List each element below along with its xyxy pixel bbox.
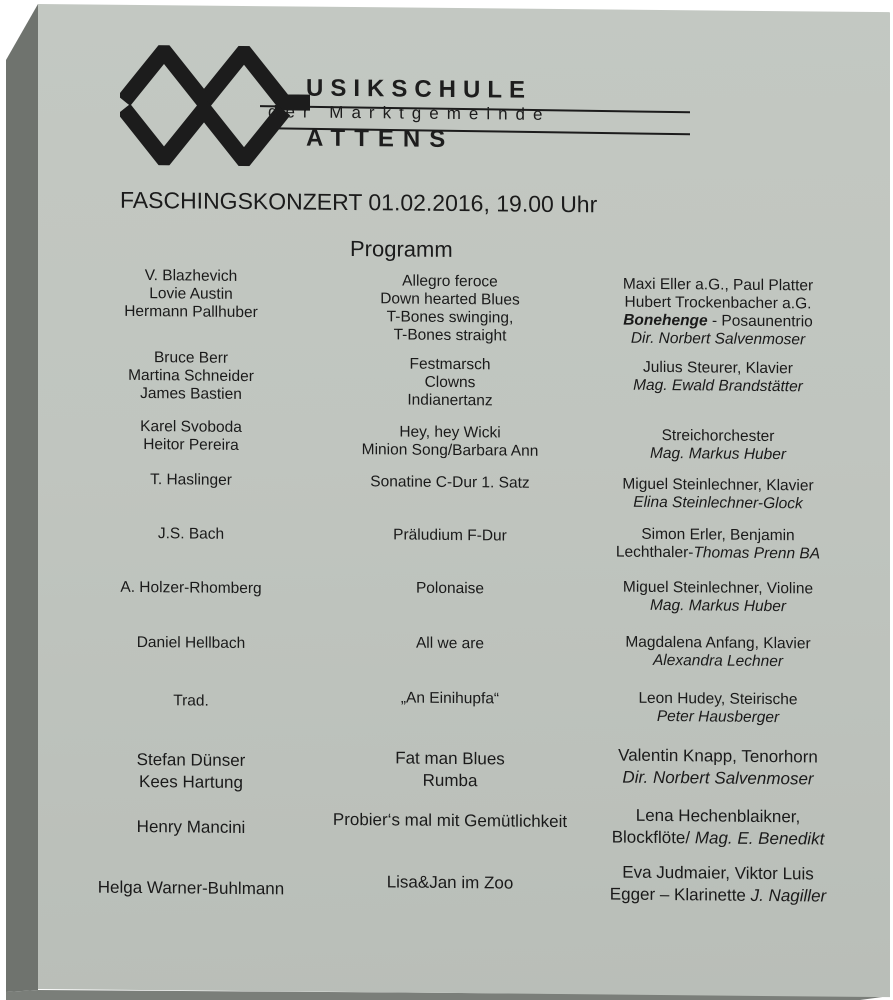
teacher: Thomas Prenn BA	[693, 544, 821, 563]
teacher: Elina Steinlechner-Glock	[633, 493, 803, 513]
row-5-performers	[573, 525, 863, 564]
composer: Kees Hartung	[139, 771, 243, 792]
row-3-composers	[76, 417, 306, 455]
piece: „An Einihupfa“	[400, 689, 500, 708]
performer: Lena Hechenblaikner,	[635, 805, 801, 827]
piece: Präludium F-Dur	[393, 526, 507, 545]
teacher: Mag. Markus Huber	[649, 444, 787, 464]
piece: Lisa&Jan im Zoo	[386, 872, 514, 893]
performer-line-2	[573, 883, 863, 908]
performer: Hubert Trockenbacher a.G.	[624, 293, 812, 313]
row-8-performers	[573, 689, 863, 728]
logo-line-musikschule: USIKSCHULE	[306, 74, 533, 104]
piece: Festmarsch	[409, 355, 491, 374]
performer: Lechthaler-	[615, 543, 694, 562]
row-4-composers	[76, 470, 306, 490]
performer: Miguel Steinlechner, Klavier	[622, 475, 814, 495]
piece: Minion Song/Barbara Ann	[361, 441, 539, 460]
performer: Simon Erler, Benjamin	[641, 525, 795, 545]
composer: Henry Mancini	[136, 816, 246, 837]
piece: Allegro feroce	[402, 272, 498, 291]
piece: Polonaise	[415, 579, 485, 598]
piece: All we are	[415, 634, 485, 653]
row-4-performers	[573, 475, 863, 514]
teacher: J. Nagiller	[750, 885, 827, 906]
performer: Magdalena Anfang, Klavier	[625, 633, 811, 653]
row-7-performers	[573, 633, 863, 672]
row-5-pieces	[310, 526, 590, 547]
composer: Bruce Berr	[153, 349, 229, 367]
ensemble-type: - Posaunentrio	[707, 312, 813, 331]
composer: T. Haslinger	[150, 471, 232, 489]
conductor: Dir. Norbert Salvenmoser	[630, 329, 806, 349]
performer: Valentin Knapp, Tenorhorn	[618, 745, 818, 767]
row-9-performers	[573, 744, 863, 791]
logo-line-wattens: ATTENS	[306, 124, 455, 153]
performer: Julius Steurer, Klavier	[643, 358, 793, 378]
composer: Stefan Dünser	[136, 749, 246, 770]
row-6-performers	[573, 578, 863, 617]
row-9-pieces	[310, 747, 590, 794]
performer: Maxi Eller a.G., Paul Platter	[622, 275, 814, 295]
row-9-composers	[76, 748, 306, 794]
performer: Miguel Steinlechner, Violine	[622, 578, 814, 598]
performer: Egger – Klarinette	[609, 884, 751, 905]
row-10-pieces	[310, 809, 590, 834]
composer: Daniel Hellbach	[136, 633, 246, 652]
row-2-composers	[76, 348, 306, 404]
piece: Fat man Blues	[395, 748, 505, 769]
program-page	[38, 4, 890, 997]
row-1-performers	[573, 275, 863, 350]
composer: Helga Warner-Buhlmann	[97, 877, 285, 899]
composer: J.S. Bach	[157, 525, 225, 543]
row-5-composers	[76, 524, 306, 544]
teacher: Dir. Norbert Salvenmoser	[622, 767, 814, 789]
composer: Trad.	[173, 692, 209, 710]
concert-title: FASCHINGSKONZERT 01.02.2016, 19.00 Uhr	[120, 186, 598, 218]
composer: A. Holzer-Rhomberg	[120, 578, 262, 598]
composer: Hermann Pallhuber	[124, 302, 258, 322]
row-8-pieces	[310, 689, 590, 710]
composer: Karel Svoboda	[140, 417, 242, 436]
piece: T-Bones straight	[393, 326, 507, 345]
composer: James Bastien	[140, 384, 242, 403]
row-2-pieces	[310, 355, 590, 412]
performer: Blockflöte/	[611, 827, 691, 848]
piece: Down hearted Blues	[380, 290, 520, 309]
piece: Hey, hey Wicki	[399, 423, 501, 442]
row-6-composers	[76, 578, 306, 598]
teacher: Peter Hausberger	[656, 707, 780, 727]
row-10-composers	[76, 815, 306, 839]
piece: Rumba	[422, 770, 478, 791]
row-11-composers	[76, 876, 306, 900]
performer: Streichorchester	[661, 426, 775, 446]
row-1-pieces	[310, 272, 590, 347]
piece: Sonatine C-Dur 1. Satz	[370, 473, 530, 492]
row-10-performers	[573, 804, 863, 851]
performer: Leon Hudey, Steirische	[638, 689, 798, 709]
composer: Martina Schneider	[128, 366, 254, 386]
piece: Indianertanz	[407, 391, 493, 410]
composer: V. Blazhevich	[144, 267, 238, 285]
program-heading: Programm	[350, 235, 453, 262]
row-2-performers	[573, 358, 863, 397]
school-logo	[120, 45, 690, 170]
composer: Lovie Austin	[149, 285, 233, 303]
piece: Clowns	[424, 373, 476, 392]
row-3-performers	[573, 426, 863, 465]
piece: T-Bones swinging,	[386, 308, 514, 327]
performer-line-2	[573, 543, 863, 564]
row-1-composers	[76, 266, 306, 322]
teacher: Mag. Markus Huber	[649, 596, 787, 616]
teacher: Mag. Ewald Brandstätter	[633, 376, 803, 396]
row-4-pieces	[310, 473, 590, 494]
performer-line-2	[573, 826, 863, 851]
teacher: Mag. E. Benedikt	[690, 828, 825, 849]
row-6-pieces	[310, 579, 590, 600]
row-7-composers	[76, 633, 306, 653]
piece: Probier‘s mal mit Gemütlichkeit	[332, 809, 568, 832]
row-8-composers	[76, 691, 306, 711]
teacher: Alexandra Lechner	[652, 651, 784, 671]
logo-line-marktgemeinde: der Marktgemeinde	[268, 102, 551, 124]
performer: Eva Judmaier, Viktor Luis	[622, 862, 814, 884]
row-11-pieces	[310, 871, 590, 896]
row-7-pieces	[310, 634, 590, 655]
row-11-performers	[573, 861, 863, 908]
row-3-pieces	[310, 423, 590, 462]
ensemble-name: Bonehenge	[623, 311, 708, 330]
composer: Heitor Pereira	[143, 436, 239, 454]
